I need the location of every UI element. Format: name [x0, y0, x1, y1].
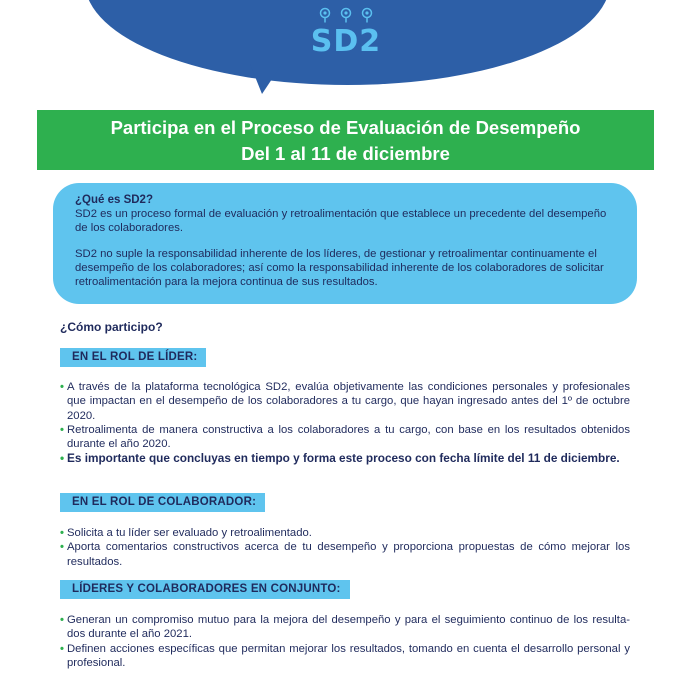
info-paragraph: SD2 es un proceso formal de evaluación y retroalimentación que establece un precedente del desempeño de los colaboradores.: [75, 208, 607, 234]
bubble-tail: [250, 64, 282, 94]
location-pin-icon: [361, 7, 373, 23]
info-title: ¿Qué es SD2?: [75, 194, 153, 206]
header-speech-bubble: [0, 0, 691, 100]
logo-text: SD2: [310, 24, 382, 59]
list-item: • Retroalimenta de manera constructiva a los colaboradores a tu cargo, con base en los resultados obtenidos durante el año 2020.: [60, 423, 630, 452]
section-label-joint: LÍDERES Y COLABORADORES EN CONJUNTO:: [60, 580, 350, 599]
title-banner: [37, 110, 654, 170]
section-label-collaborator: EN EL ROL DE COLABORADOR:: [60, 493, 265, 512]
list-item: • Solicita a tu líder ser evaluado y retroalimentado.: [60, 526, 630, 540]
collaborator-bullet-list: [60, 526, 630, 569]
list-item: • A través de la plataforma tecnológica SD2, evalúa objetivamente las condiciones personales y profesionales que impactan en el desempeño de los colaboradores a tu cargo, que hayan ingresado antes del 1º de octubre 2020.: [60, 380, 630, 423]
joint-bullet-list: [60, 613, 630, 670]
banner-dates: Del 1 al 11 de diciembre: [241, 143, 450, 164]
banner-title: Participa en el Proceso de Evaluación de Desempeño: [110, 117, 581, 138]
list-item: • Generan un compromiso mutuo para la mejora del desempeño y para el seguimiento continuo de los resulta-dos durante el año 2021.: [60, 613, 630, 642]
how-title: ¿Cómo participo?: [60, 320, 163, 334]
logo-pins: [305, 7, 387, 25]
info-box: [53, 183, 637, 304]
section-label-leader: EN EL ROL DE LÍDER:: [60, 348, 206, 367]
list-item: • Definen acciones específicas que permitan mejorar los resultados, tomando en cuenta el desarrollo personal y profesional.: [60, 642, 630, 671]
list-item: • Es importante que concluyas en tiempo y forma este proceso con fecha límite del 11 de diciembre.: [60, 451, 630, 465]
info-paragraph: SD2 no suple la responsabilidad inherente de los líderes, de gestionar y retroalimentar continuamente el desempeño de los colaboradores; así como la responsabilidad inherente de los colaboradores de solicitar retroalimentación para la mejora continua de sus resultados.: [75, 248, 604, 288]
leader-bullet-list: [60, 380, 630, 466]
sd2-logo: [305, 7, 387, 63]
location-pin-icon: [319, 7, 331, 23]
location-pin-icon: [340, 7, 352, 23]
list-item: • Aporta comentarios constructivos acerca de tu desempeño y proporciona propuestas de cómo mejorar los resultados.: [60, 540, 630, 569]
